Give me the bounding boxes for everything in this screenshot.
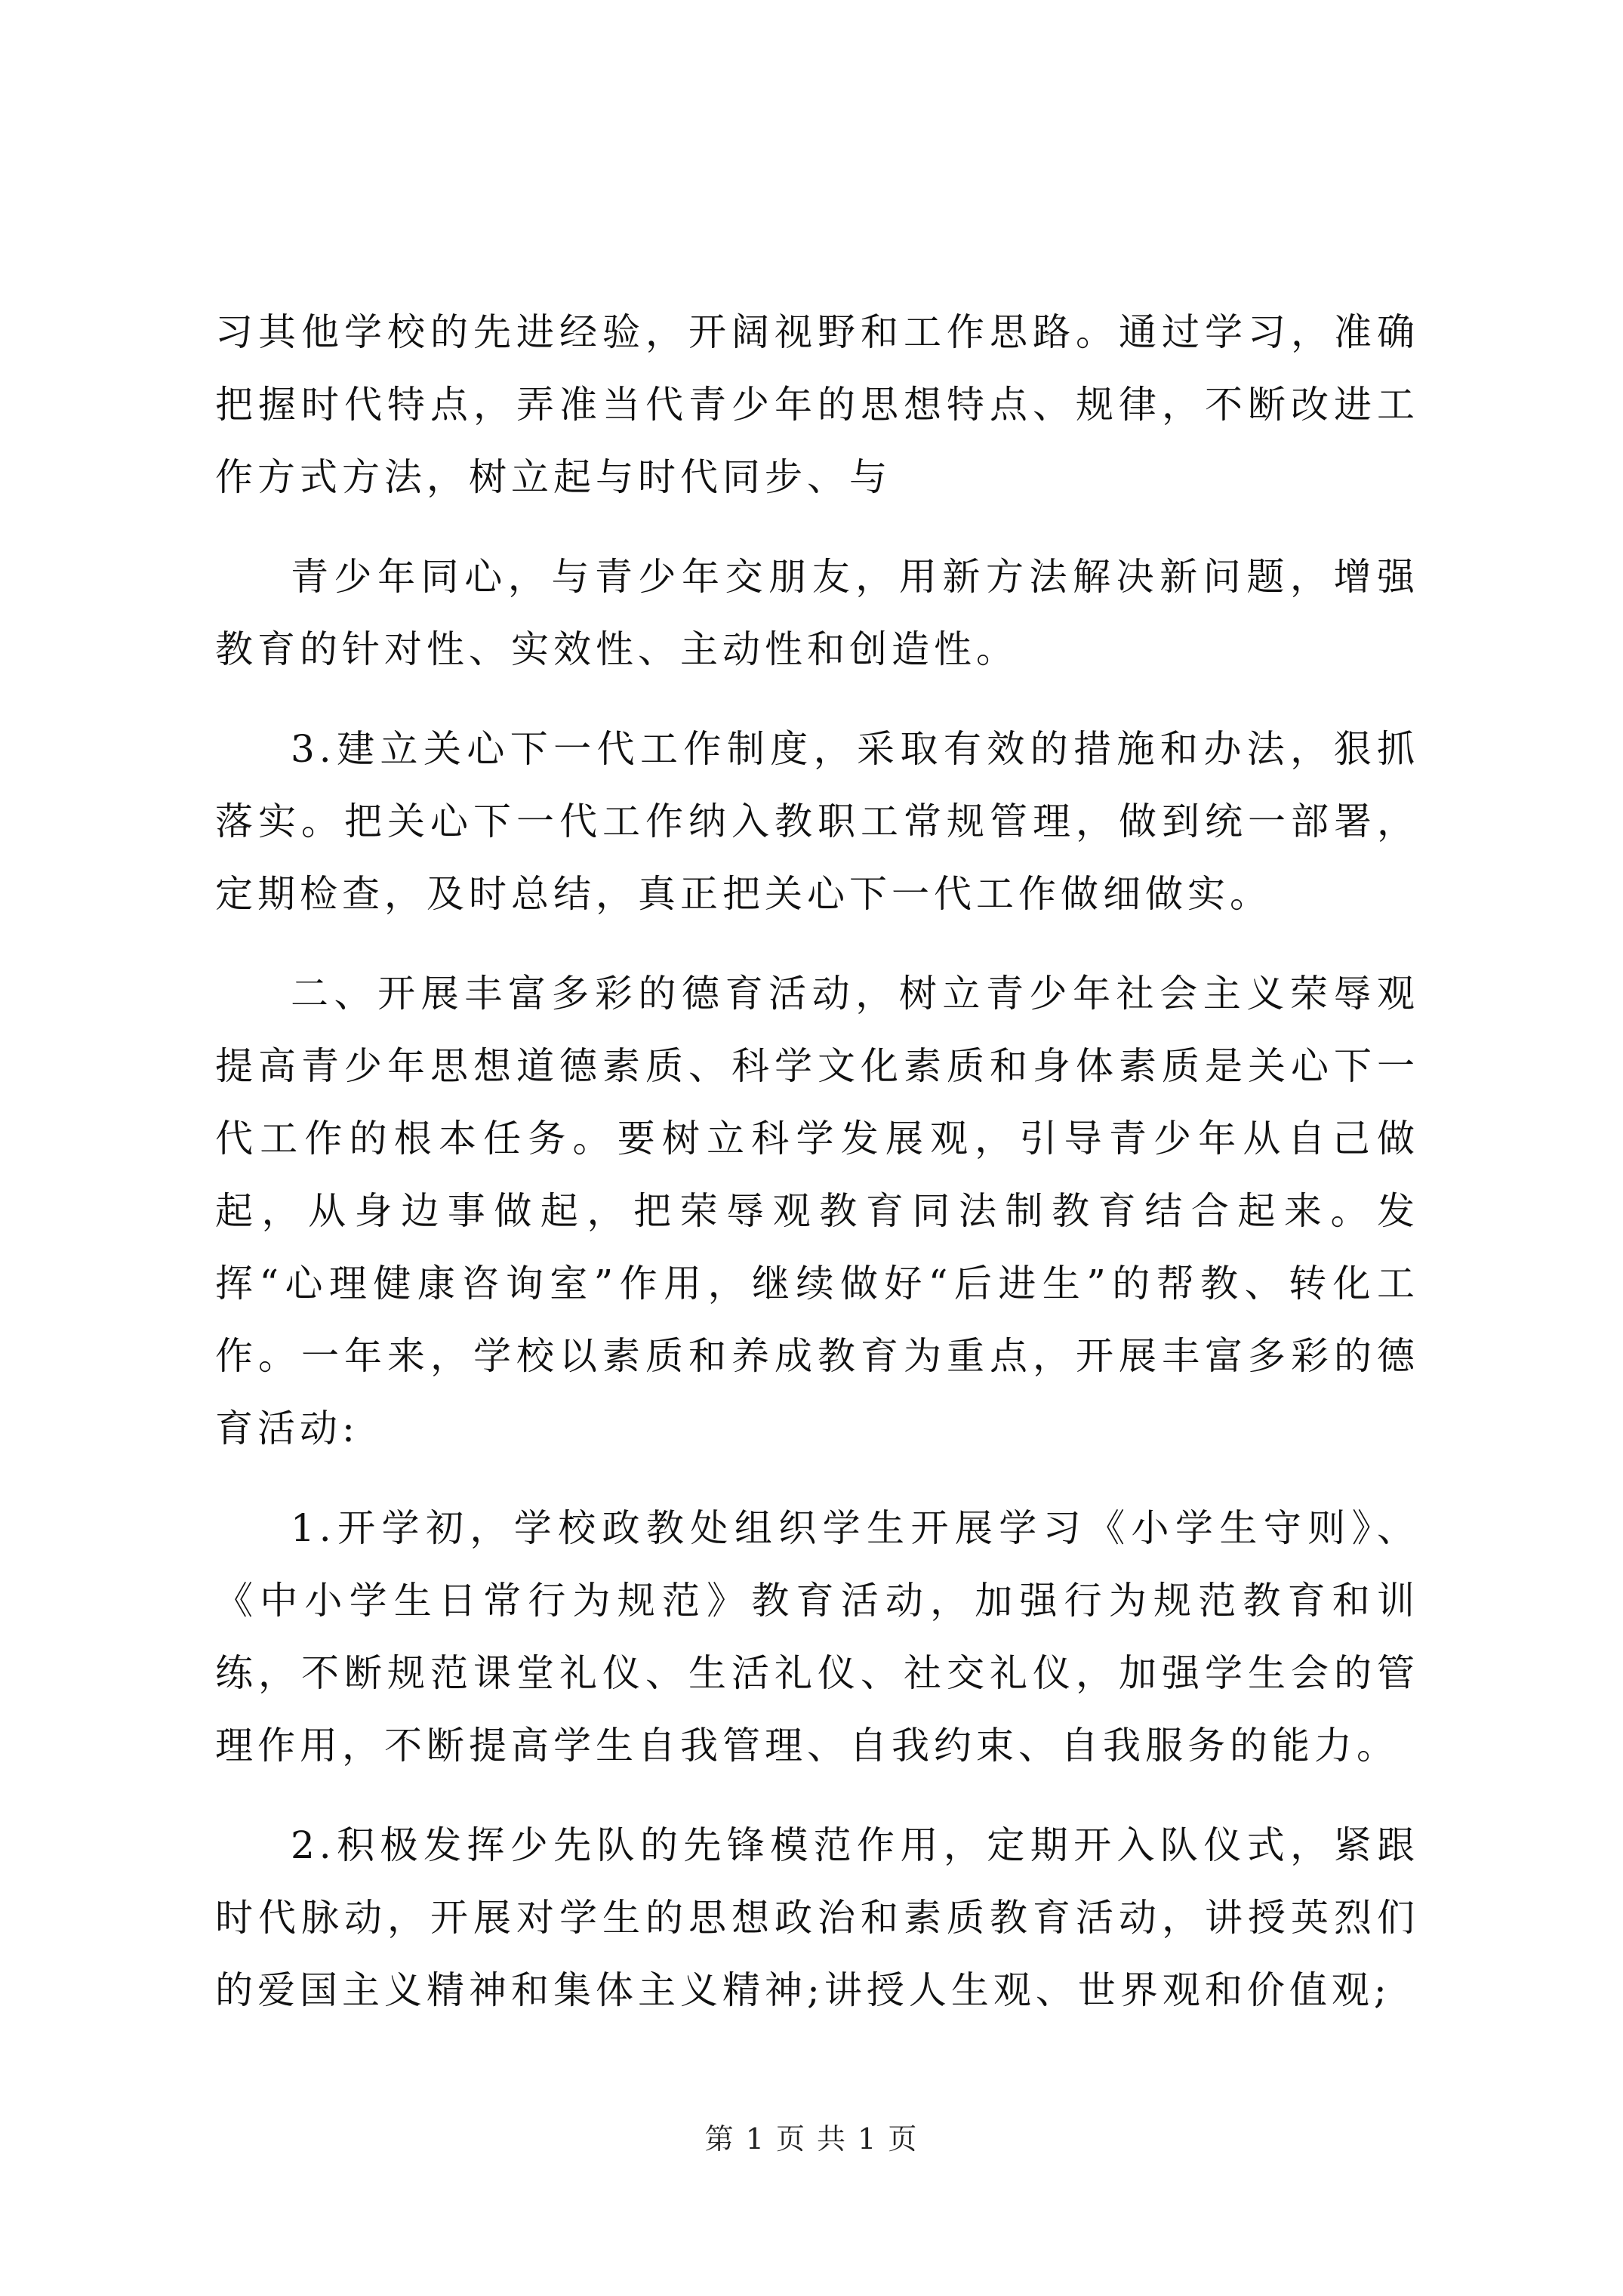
paragraph: 青少年同心，与青少年交朋友，用新方法解决新问题，增强教育的针对性、实效性、主动性和创造性。 (215, 555, 1419, 671)
page-number-footer: 第 1 页 共 1 页 (704, 2122, 919, 2156)
paragraph-continuation: 习其他学校的先进经验，开阔视野和工作思路。通过学习，准确把握时代特点，弄准当代青少年的思想特点、规律，不断改进工作方式方法，树立起与时代同步、与 (215, 310, 1419, 499)
paragraph: 2.积极发挥少先队的先锋模范作用，定期开入队仪式，紧跟时代脉动，开展对学生的思想政治和素质教育活动，讲授英烈们的爱国主义精神和集体主义精神;讲授人生观、世界观和价值观; (215, 1823, 1419, 2012)
paragraph: 二、开展丰富多彩的德育活动，树立青少年社会主义荣辱观提高青少年思想道德素质、科学文化素质和身体素质是关心下一代工作的根本任务。要树立科学发展观，引导青少年从自己做起，从身边事做起，把荣辱观教育同法制教育结合起来。发挥“心理健康咨询室”作用，继续做好“后进生”的帮教、转化工作。一年来，学校以素质和养成教育为重点，开展丰富多彩的德育活动: (215, 972, 1419, 1450)
paragraph: 1.开学初，学校政教处组织学生开展学习《小学生守则》、《中小学生日常行为规范》教育活动，加强行为规范教育和训练，不断规范课堂礼仪、生活礼仪、社交礼仪，加强学生会的管理作用，不断提高学生自我管理、自我约束、自我服务的能力。 (215, 1506, 1419, 1767)
document-body (215, 296, 1419, 2054)
paragraph: 3.建立关心下一代工作制度，采取有效的措施和办法，狠抓落实。把关心下一代工作纳入教职工常规管理，做到统一部署，定期检查，及时总结，真正把关心下一代工作做细做实。 (215, 727, 1419, 916)
